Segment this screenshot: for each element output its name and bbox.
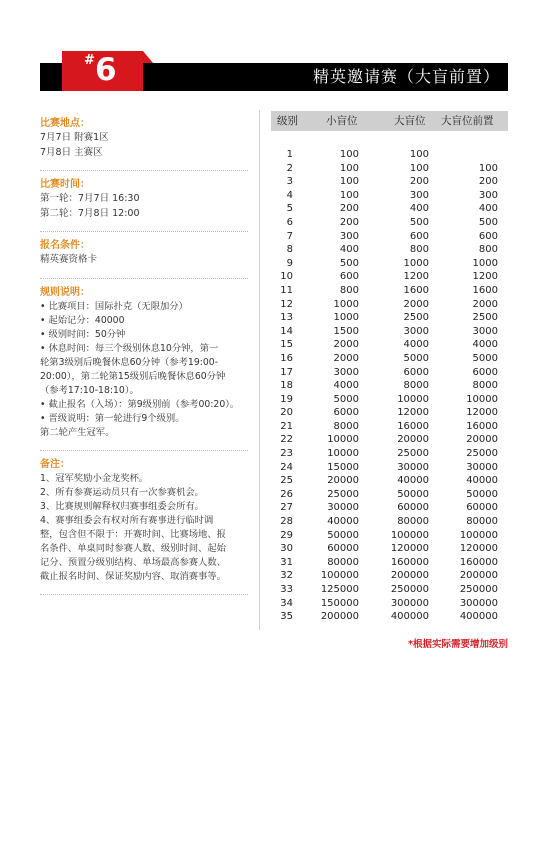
table-row <box>271 610 508 624</box>
table-row <box>271 298 508 312</box>
big-blind-cell: 100 <box>409 149 429 160</box>
rules-line: 轮第3级别后晚餐休息60分钟（参考19:00- <box>40 356 219 368</box>
big-blind-cell: 500 <box>409 216 429 228</box>
level-cell: 14 <box>280 325 293 337</box>
big-blind-cell: 100000 <box>390 529 429 541</box>
table-row <box>271 257 508 271</box>
ante-cell: 200 <box>478 176 498 188</box>
big-blind-cell: 12000 <box>397 407 429 419</box>
table-row <box>271 148 508 162</box>
entry-line: 精英赛资格卡 <box>40 254 98 265</box>
big-blind-cell: 300 <box>409 189 429 201</box>
table-row <box>271 189 508 203</box>
level-cell: 35 <box>280 611 293 623</box>
big-blind-cell: 200000 <box>390 570 429 582</box>
level-cell: 18 <box>280 380 293 392</box>
small-blind-cell: 10000 <box>327 434 359 446</box>
table-row <box>271 542 508 556</box>
level-cell: 10 <box>280 271 293 283</box>
table-row <box>271 366 508 380</box>
big-blind-cell: 400 <box>409 203 429 215</box>
remarks-title: 备注： <box>40 458 70 470</box>
remarks-line: 4、赛事组委会有权对所有赛事进行临时调 <box>40 514 214 526</box>
rules-line: • 起始记分：40000 <box>40 314 125 326</box>
event-info-column <box>40 110 248 595</box>
ante-cell: 8000 <box>472 380 498 392</box>
table-row <box>271 216 508 230</box>
ante-cell: 100 <box>478 162 498 174</box>
ante-cell: 50000 <box>466 488 498 500</box>
level-cell: 2 <box>286 162 293 174</box>
entry-title: 报名条件： <box>40 240 90 251</box>
header-big-blind: 大盲位 <box>394 115 426 127</box>
table-body <box>271 148 508 624</box>
ante-cell: 2000 <box>472 298 498 310</box>
rules-line: （参考17:10-18:10）。 <box>40 384 139 396</box>
table-row <box>271 420 508 434</box>
table-row <box>271 175 508 189</box>
level-cell: 23 <box>280 448 293 460</box>
table-row <box>271 501 508 515</box>
table-row <box>271 556 508 570</box>
small-blind-cell: 200000 <box>320 611 359 623</box>
big-blind-cell: 1000 <box>403 257 429 269</box>
table-row <box>271 202 508 216</box>
big-blind-cell: 4000 <box>403 339 429 351</box>
level-cell: 20 <box>280 407 293 419</box>
header-small-blind: 小盲位 <box>326 115 358 127</box>
remarks-line: 截止报名时间、保证奖励内容、取消赛事等。 <box>40 570 226 582</box>
rules-line: • 截止报名（入场）：第9级别前（参考00:20）。 <box>40 398 240 410</box>
small-blind-cell: 3000 <box>333 366 359 378</box>
footnote: *根据实际需要增加级别 <box>408 639 508 650</box>
small-blind-cell: 4000 <box>333 380 359 392</box>
ante-cell: 20000 <box>466 434 498 446</box>
level-cell: 3 <box>286 176 293 188</box>
big-blind-cell: 200 <box>409 176 429 188</box>
rules-title: 规则说明： <box>40 286 90 298</box>
table-row <box>271 325 508 339</box>
rules-line: 第二轮产生冠军。 <box>40 426 115 438</box>
section-divider <box>40 594 248 595</box>
big-blind-cell: 20000 <box>397 434 429 446</box>
column-divider <box>259 110 260 630</box>
remarks-line: 2、所有参赛运动员只有一次参赛机会。 <box>40 486 204 498</box>
small-blind-cell: 300 <box>339 230 359 242</box>
big-blind-cell: 2500 <box>403 312 429 324</box>
badge-number: 6 <box>95 52 117 88</box>
ante-cell: 25000 <box>466 448 498 460</box>
big-blind-cell: 50000 <box>397 488 429 500</box>
table-row <box>271 162 508 176</box>
big-blind-cell: 2000 <box>403 298 429 310</box>
remarks-line: 记分、预置分级别结构、单场最高参赛人数、 <box>40 556 226 568</box>
small-blind-cell: 800 <box>339 284 359 296</box>
table-row <box>271 284 508 298</box>
small-blind-cell: 5000 <box>333 393 359 405</box>
table-row <box>271 230 508 244</box>
table-row <box>271 515 508 529</box>
small-blind-cell: 25000 <box>327 488 359 500</box>
ante-cell: 30000 <box>466 461 498 473</box>
big-blind-cell: 400000 <box>390 611 429 623</box>
level-cell: 11 <box>280 284 293 296</box>
badge-hash: # <box>84 53 95 68</box>
header-level: 级别 <box>277 115 298 127</box>
table-row <box>271 488 508 502</box>
level-cell: 1 <box>286 149 293 160</box>
small-blind-cell: 50000 <box>327 529 359 541</box>
small-blind-cell: 400 <box>339 244 359 256</box>
level-cell: 7 <box>286 230 293 242</box>
rules-line: • 级别时间：50分钟 <box>40 328 126 340</box>
venue-line: 7月8日 主赛区 <box>40 146 103 158</box>
big-blind-cell: 16000 <box>397 420 429 432</box>
level-cell: 6 <box>286 216 293 228</box>
ante-cell: 10000 <box>466 393 498 405</box>
ante-cell: 1200 <box>472 271 498 283</box>
table-row <box>271 597 508 611</box>
ante-cell: 200000 <box>459 570 498 582</box>
ante-cell: 60000 <box>466 502 498 514</box>
ante-cell: 1600 <box>472 284 498 296</box>
big-blind-cell: 25000 <box>397 448 429 460</box>
big-blind-cell: 60000 <box>397 502 429 514</box>
level-cell: 34 <box>280 597 293 609</box>
level-cell: 32 <box>280 570 293 582</box>
ante-cell: 400000 <box>459 611 498 623</box>
big-blind-cell: 40000 <box>397 475 429 487</box>
table-row <box>271 243 508 257</box>
big-blind-cell: 80000 <box>397 516 429 528</box>
table-row <box>271 393 508 407</box>
header-big-blind-ante: 大盲位前置 <box>441 115 494 127</box>
ante-cell: 250000 <box>459 584 498 595</box>
big-blind-cell: 250000 <box>390 584 429 595</box>
remarks-line: 1、冠军奖励小金龙奖杯。 <box>40 472 149 484</box>
ante-cell: 12000 <box>466 407 498 419</box>
time-line: 第一轮：7月7日 16:30 <box>40 193 140 204</box>
big-blind-cell: 120000 <box>390 543 429 555</box>
big-blind-cell: 5000 <box>403 352 429 364</box>
small-blind-cell: 30000 <box>327 502 359 514</box>
big-blind-cell: 300000 <box>390 597 429 609</box>
table-row <box>271 461 508 475</box>
level-cell: 33 <box>280 584 293 595</box>
ante-cell: 400 <box>478 203 498 215</box>
ante-cell: 300000 <box>459 597 498 609</box>
ante-cell: 2500 <box>472 312 498 324</box>
level-cell: 13 <box>280 312 293 324</box>
ante-cell: 100000 <box>459 529 498 541</box>
big-blind-cell: 6000 <box>403 366 429 378</box>
rules-section <box>40 278 248 450</box>
venue-section <box>40 110 248 170</box>
small-blind-cell: 200 <box>339 203 359 215</box>
table-row <box>271 379 508 393</box>
big-blind-cell: 30000 <box>397 461 429 473</box>
small-blind-cell: 1000 <box>333 298 359 310</box>
level-cell: 28 <box>280 516 293 528</box>
level-cell: 29 <box>280 529 293 541</box>
ante-cell: 80000 <box>466 516 498 528</box>
level-cell: 5 <box>286 203 293 215</box>
table-row <box>271 270 508 284</box>
ante-cell: 40000 <box>466 475 498 487</box>
small-blind-cell: 15000 <box>327 461 359 473</box>
ante-cell: 6000 <box>472 366 498 378</box>
small-blind-cell: 200 <box>339 216 359 228</box>
level-cell: 9 <box>286 257 293 269</box>
small-blind-cell: 150000 <box>320 597 359 609</box>
big-blind-cell: 3000 <box>403 325 429 337</box>
ante-cell: 120000 <box>459 543 498 555</box>
table-row <box>271 338 508 352</box>
level-cell: 25 <box>280 475 293 487</box>
small-blind-cell: 100 <box>339 189 359 201</box>
small-blind-cell: 40000 <box>327 516 359 528</box>
small-blind-cell: 100 <box>339 162 359 174</box>
level-cell: 26 <box>280 488 293 500</box>
table-row <box>271 406 508 420</box>
table-row <box>271 569 508 583</box>
big-blind-cell: 800 <box>409 244 429 256</box>
venue-line: 7月7日 附赛1区 <box>40 132 109 143</box>
time-title: 比赛时间： <box>40 179 90 190</box>
table-row <box>271 447 508 461</box>
ante-cell: 5000 <box>472 352 498 364</box>
level-cell: 16 <box>280 352 293 364</box>
level-cell: 17 <box>280 366 293 378</box>
entry-section <box>40 231 248 278</box>
rules-line: • 比赛项目：国际扑克（无限加分） <box>40 300 188 312</box>
big-blind-cell: 1600 <box>403 284 429 296</box>
ante-cell: 3000 <box>472 325 498 337</box>
small-blind-cell: 600 <box>339 271 359 283</box>
small-blind-cell: 1500 <box>333 325 359 337</box>
level-cell: 19 <box>280 393 293 405</box>
ante-cell: 1000 <box>472 257 498 269</box>
remarks-line: 3、比赛规则解释权归赛事组委会所有。 <box>40 500 204 512</box>
small-blind-cell: 20000 <box>327 475 359 487</box>
remarks-line: 名条件、单桌同时参赛人数、级别时间、起始 <box>40 542 226 554</box>
big-blind-cell: 600 <box>409 230 429 242</box>
table-row <box>271 529 508 543</box>
level-cell: 4 <box>286 189 293 201</box>
small-blind-cell: 6000 <box>333 407 359 419</box>
big-blind-cell: 1200 <box>403 271 429 283</box>
table-row <box>271 583 508 597</box>
ante-cell: 300 <box>478 189 498 201</box>
big-blind-cell: 8000 <box>403 380 429 392</box>
small-blind-cell: 60000 <box>327 543 359 555</box>
level-cell: 30 <box>280 543 293 555</box>
venue-title: 比赛地点： <box>40 118 90 129</box>
table-header <box>271 111 508 131</box>
small-blind-cell: 2000 <box>333 352 359 364</box>
table-row <box>271 433 508 447</box>
badge-corner <box>143 51 153 63</box>
small-blind-cell: 8000 <box>333 420 359 432</box>
ante-cell: 600 <box>478 230 498 242</box>
time-section <box>40 170 248 231</box>
rules-line: • 晋级说明：第一轮进行9个级别。 <box>40 412 185 424</box>
level-cell: 24 <box>280 461 293 473</box>
rules-line: • 休息时间：每三个级别休息10分钟，第一 <box>40 342 219 354</box>
big-blind-cell: 160000 <box>390 556 429 568</box>
level-cell: 31 <box>280 556 293 568</box>
level-cell: 15 <box>280 339 293 351</box>
table-row <box>271 352 508 366</box>
level-cell: 27 <box>280 502 293 514</box>
level-cell: 12 <box>280 298 293 310</box>
small-blind-cell: 100 <box>339 149 359 160</box>
ante-cell: 16000 <box>466 420 498 432</box>
level-cell: 8 <box>286 244 293 256</box>
ante-cell: 800 <box>478 244 498 256</box>
table-row <box>271 311 508 325</box>
remarks-line: 整，包含但不限于：开赛时间、比赛场地、报 <box>40 528 226 540</box>
small-blind-cell: 2000 <box>333 339 359 351</box>
time-line: 第二轮：7月8日 12:00 <box>40 207 140 219</box>
small-blind-cell: 125000 <box>320 584 359 595</box>
ante-cell: 4000 <box>472 339 498 351</box>
small-blind-cell: 100000 <box>320 570 359 582</box>
remarks-section <box>40 450 248 594</box>
level-cell: 22 <box>280 434 293 446</box>
blind-structure-table <box>271 111 508 624</box>
small-blind-cell: 80000 <box>327 556 359 568</box>
rules-line: 20:00），第二轮第15级别后晚餐休息60分钟 <box>40 370 226 382</box>
table-row <box>271 474 508 488</box>
ante-cell: 160000 <box>459 556 498 568</box>
small-blind-cell: 1000 <box>333 312 359 324</box>
small-blind-cell: 100 <box>339 176 359 188</box>
ante-cell: 500 <box>478 216 498 228</box>
small-blind-cell: 500 <box>339 257 359 269</box>
big-blind-cell: 100 <box>409 162 429 174</box>
big-blind-cell: 10000 <box>397 393 429 405</box>
level-cell: 21 <box>280 420 293 432</box>
event-title: 精英邀请赛（大盲前置） <box>312 67 500 86</box>
small-blind-cell: 10000 <box>327 448 359 460</box>
